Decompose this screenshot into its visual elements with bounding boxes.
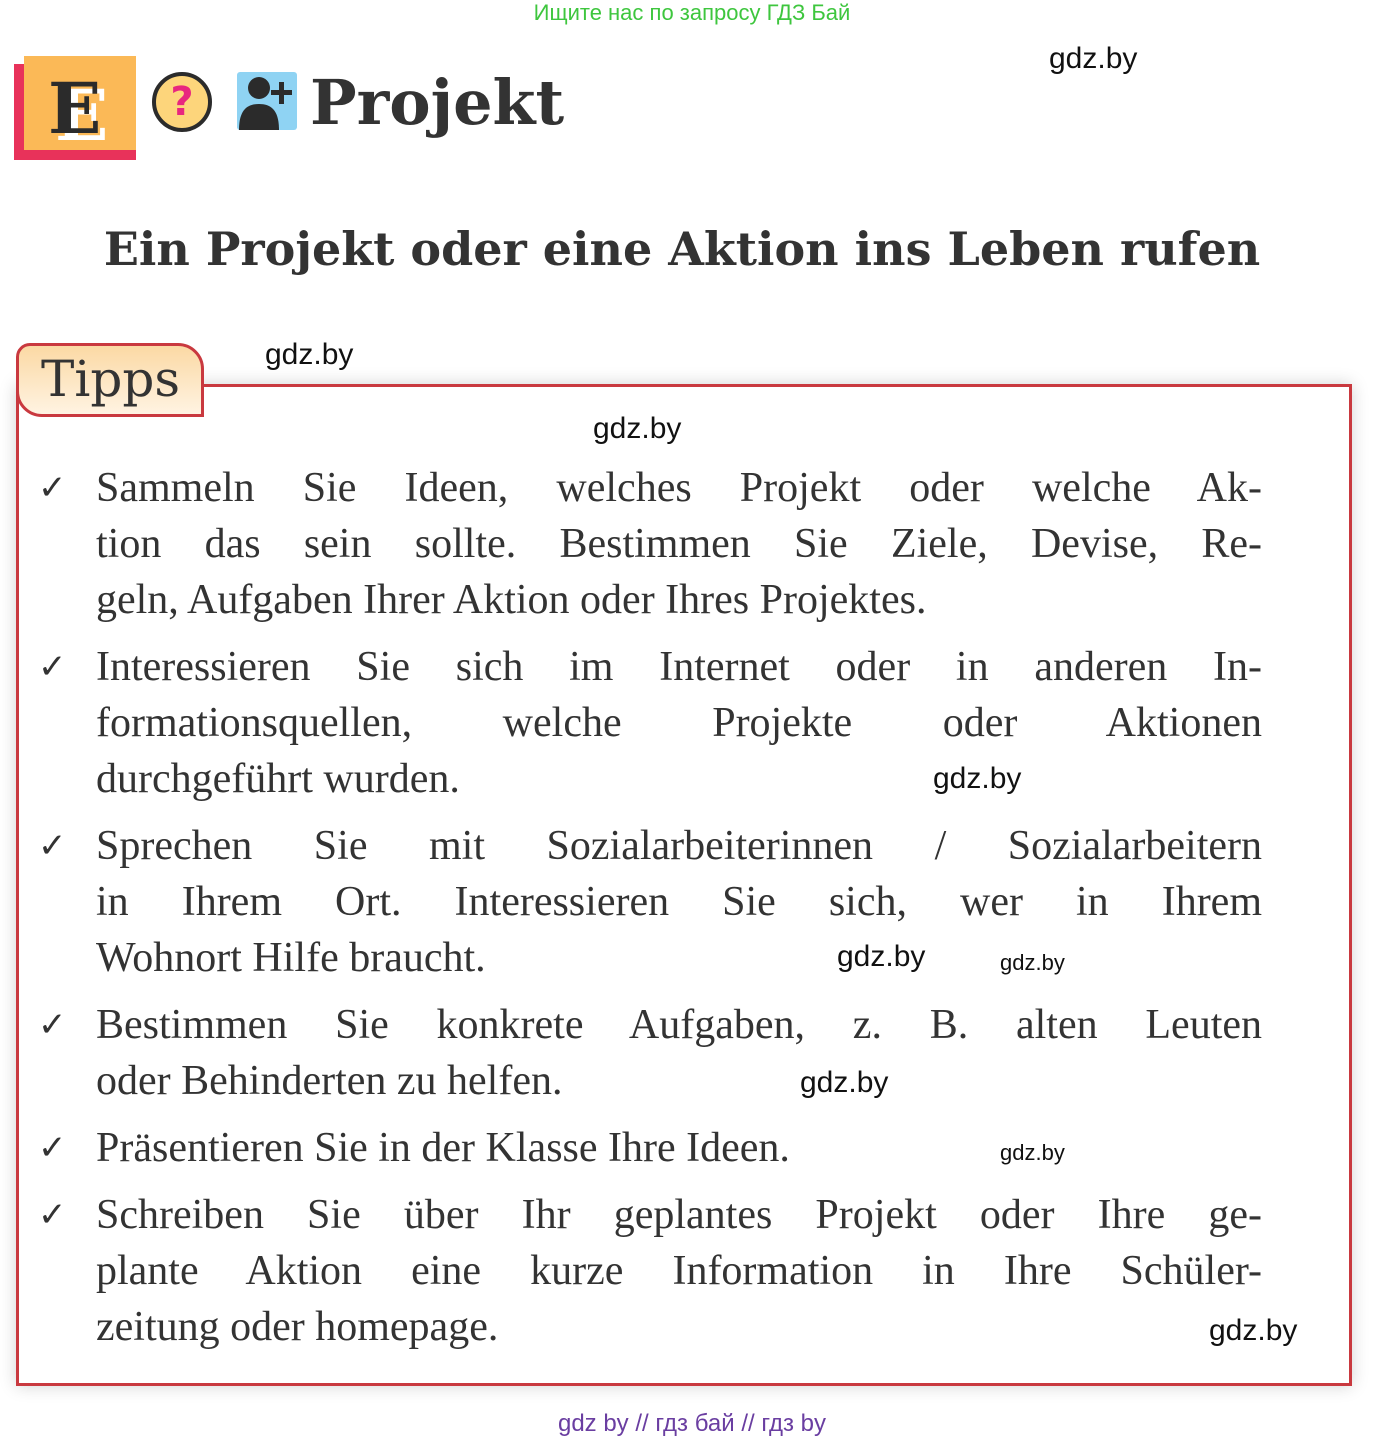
- checkmark-icon: ✓: [38, 1128, 67, 1168]
- tips-tab: [16, 343, 204, 417]
- tip-line: Wohnort Hilfe braucht.: [96, 935, 486, 981]
- section-e-logo: [14, 64, 136, 160]
- tip-item: [38, 639, 1262, 807]
- tip-line: formationsquellen, welche Projekte oder Aktionen: [96, 700, 1262, 746]
- watermark: gdz.by: [1000, 1140, 1065, 1165]
- tip-line: Bestimmen Sie konkrete Aufgaben, z. B. alten Leuten: [96, 1002, 1262, 1048]
- question-mark-icon: ?: [152, 72, 212, 132]
- tip-line: Schreiben Sie über Ihr geplantes Projekt oder Ihre ge-: [96, 1192, 1262, 1238]
- tip-line: geln, Aufgaben Ihrer Aktion oder Ihres Projektes.: [96, 577, 927, 623]
- add-user-icon: [237, 72, 297, 130]
- top-watermark: Ищите нас по запросу ГДЗ Бай: [533, 0, 851, 25]
- watermark: gdz.by: [933, 762, 1022, 795]
- watermark: gdz.by: [1000, 950, 1065, 975]
- tips-label: Tipps: [41, 350, 181, 408]
- watermark: gdz.by: [837, 940, 926, 973]
- logo-letter: E: [48, 67, 102, 150]
- watermark: gdz.by: [593, 412, 682, 445]
- tip-line: Präsentieren Sie in der Klasse Ihre Ideen.: [96, 1125, 790, 1171]
- tip-line: plante Aktion eine kurze Information in Ihre Schüler-: [96, 1248, 1262, 1294]
- tip-line: in Ihrem Ort. Interessieren Sie sich, wer in Ihrem: [96, 879, 1262, 925]
- checkmark-icon: ✓: [38, 1005, 67, 1045]
- tip-line: zeitung oder homepage.: [96, 1304, 499, 1350]
- tip-line: Sprechen Sie mit Sozialarbeiterinnen / Sozialarbeitern: [96, 823, 1262, 869]
- tip-item: [38, 997, 1262, 1109]
- bottom-watermark: gdz by // гдз бай // гдз by: [557, 1410, 827, 1437]
- watermark: gdz.by: [1049, 42, 1138, 75]
- tip-item: [38, 818, 1262, 986]
- checkmark-icon: ✓: [38, 468, 67, 508]
- tip-line: Sammeln Sie Ideen, welches Projekt oder welche Ak-: [96, 465, 1262, 511]
- watermark: gdz.by: [800, 1066, 889, 1099]
- watermark: gdz.by: [1209, 1314, 1298, 1347]
- tip-item: [38, 1187, 1262, 1355]
- tip-item: [38, 1120, 1262, 1176]
- tip-line: tion das sein sollte. Bestimmen Sie Ziele, Devise, Re-: [96, 521, 1262, 567]
- tip-line: durchgeführt wurden.: [96, 756, 460, 802]
- tips-list: [38, 460, 1262, 1366]
- section-subtitle: Ein Projekt oder eine Aktion ins Leben rufen: [103, 222, 1261, 276]
- page-title: Projekt: [310, 66, 565, 139]
- tip-line: oder Behinderten zu helfen.: [96, 1058, 563, 1104]
- checkmark-icon: ✓: [38, 647, 67, 687]
- watermark: gdz.by: [265, 338, 354, 371]
- checkmark-icon: ✓: [38, 826, 67, 866]
- tip-item: [38, 460, 1262, 628]
- checkmark-icon: ✓: [38, 1195, 67, 1235]
- tip-line: Interessieren Sie sich im Internet oder in anderen In-: [96, 644, 1262, 690]
